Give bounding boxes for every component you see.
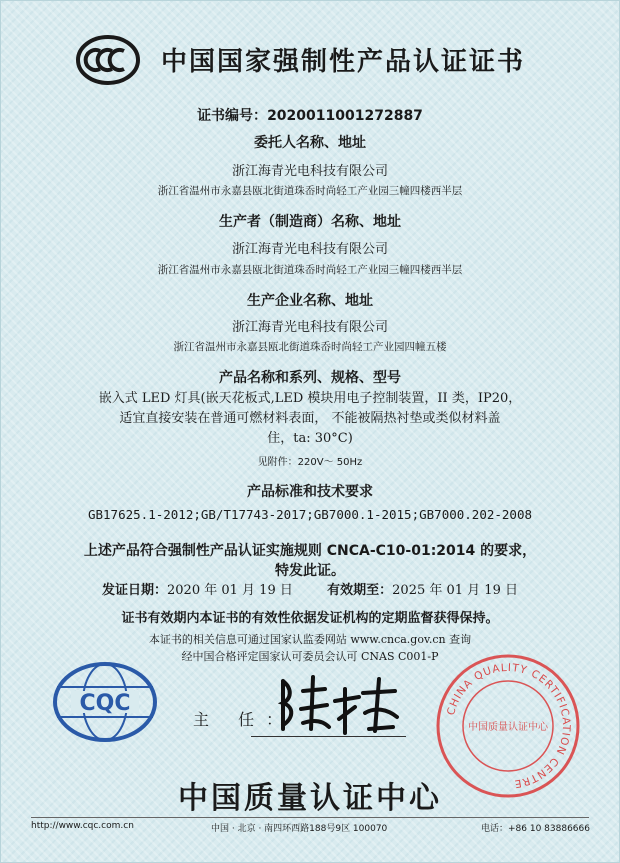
manufacturer-heading: 生产者（制造商）名称、地址 (219, 214, 401, 230)
compliance-line-1: 上述产品符合强制性产品认证实施规则 CNCA-C10-01:2014 的要求， (83, 543, 537, 559)
director-signature (263, 669, 413, 739)
manufacturer-address: 浙江省温州市永嘉县瓯北街道珠岙时尚轻工产业园三幢四楼西半层 (157, 264, 463, 276)
client-name: 浙江海青光电科技有限公司 (231, 164, 388, 179)
factory-heading: 生产企业名称、地址 (247, 293, 373, 309)
standards-heading: 产品标准和技术要求 (247, 484, 373, 500)
product-accessory: 见附件：220V～ 50Hz (257, 457, 363, 468)
certificate-title: 中国国家强制性产品认证证书 (161, 47, 526, 77)
certificate-number: 2020011001272887 (267, 108, 423, 124)
issue-date-label: 发证日期： (102, 583, 168, 598)
product-line-3: 住，ta: 30°C) (267, 431, 353, 446)
signature-line (251, 736, 406, 737)
certificate-number-line (1, 105, 619, 125)
compliance-statement (1, 541, 619, 581)
manufacturer-name: 浙江海青光电科技有限公司 (231, 242, 388, 257)
client-address: 浙江省温州市永嘉县瓯北街道珠岙时尚轻工产业园三幢四楼西半层 (157, 185, 463, 197)
seal-ring-text: CHINA QUALITY CERTIFICATION CENTRE (445, 661, 573, 790)
ccc-mark-icon (76, 34, 140, 86)
product-line-2: 适宜直接安装在普通可燃材料表面， 不能被隔热衬垫或类似材料盖 (119, 411, 501, 426)
dates-line (1, 579, 619, 598)
seal-center-text: 中国质量认证中心 (468, 722, 548, 733)
client-heading: 委托人名称、地址 (254, 135, 366, 151)
factory-address: 浙江省温州市永嘉县瓯北街道珠岙时尚轻工产业园四幢五楼 (173, 341, 447, 353)
cqc-logo-text: CQC (79, 691, 131, 716)
footer-address: 中国 · 北京 · 南四环西路188号9区 100070 (211, 824, 388, 834)
product-heading: 产品名称和系列、规格、型号 (219, 370, 401, 386)
product-description (41, 389, 579, 449)
issuer-name: 中国质量认证中心 (178, 781, 442, 816)
footer-website: http://www.cqc.com.cn (31, 821, 134, 831)
footer-phone: 电话：+86 10 83886666 (481, 824, 590, 834)
accreditation-note: 经中国合格评定国家认可委员会认可 CNAS C001-P (181, 650, 439, 663)
certificate-number-label: 证书编号： (197, 108, 268, 124)
issue-date: 2020 年 01 月 19 日 (167, 583, 293, 598)
compliance-line-2: 特发此证。 (275, 563, 345, 579)
expiry-date: 2025 年 01 月 19 日 (392, 583, 518, 598)
cqc-globe-icon (53, 661, 158, 743)
standards-list: GB17625.1-2012;GB/T17743-2017;GB7000.1-2015;GB7000.202-2008 (87, 507, 532, 522)
expiry-date-label: 有效期至： (327, 583, 393, 598)
footer-divider (31, 817, 589, 818)
query-note: 本证书的相关信息可通过国家认监委网站 www.cnca.gov.cn 查询 (148, 633, 472, 646)
factory-name: 浙江海青光电科技有限公司 (231, 320, 388, 335)
product-line-1: 嵌入式 LED 灯具(嵌天花板式,LED 模块用电子控制装置，II 类，IP20， (98, 391, 522, 406)
validity-note: 证书有效期内本证书的有效性依据发证机构的定期监督获得保持。 (121, 611, 499, 626)
director-label: 主 任： (193, 710, 295, 729)
